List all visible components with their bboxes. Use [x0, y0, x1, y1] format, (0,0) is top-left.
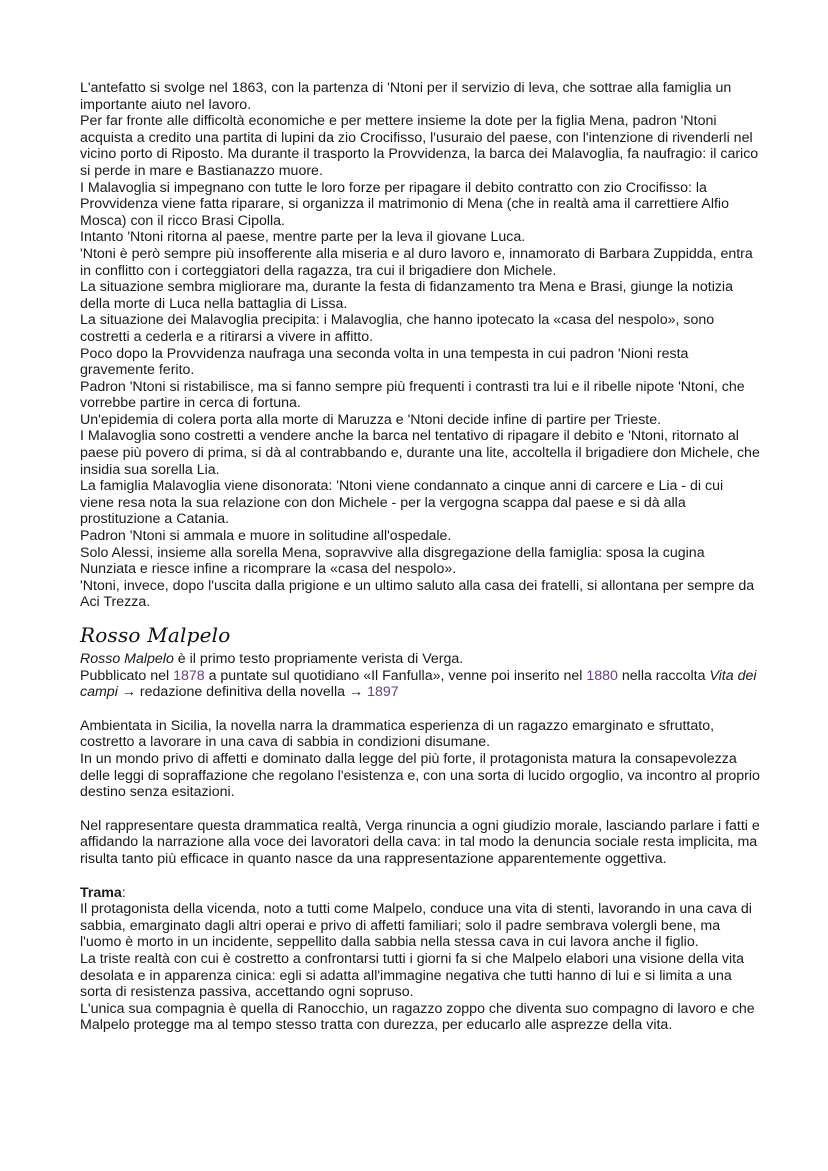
intro-line: [80, 651, 760, 668]
spacer: [80, 701, 760, 718]
trama-paragraph: La triste realtà con cui è costretto a confrontarsi tutti i giorni fa si che Malpelo elabori una visione della vita desolata e in apparenza cinica: egli si adatta all'immagine negativa che tutti hanno di lui e si limita a una sorta di resistenza passiva, accettando ogni sopruso.: [80, 950, 745, 1001]
pub-text: a puntate sul quotidiano «Il Fanfulla», venne poi inserito nel: [204, 667, 587, 684]
story-paragraph: Solo Alessi, insieme alla sorella Mena, sopravvive alla disgregazione della famiglia: sposa la cugina Nunziata e riesce infine a ricomprare la «casa del nespolo».: [80, 544, 705, 578]
pub-text: nella raccolta: [617, 667, 710, 684]
collection-title: Vita dei campi: [80, 667, 757, 701]
year-1878: 1878: [173, 667, 205, 684]
story-paragraph: Intanto 'Ntoni ritorna al paese, mentre parte per la leva il giovane Luca.: [80, 229, 526, 246]
document-page: [80, 80, 760, 1034]
story-paragraph: 'Ntoni, invece, dopo l'uscita dalla prigione e un ultimo saluto alla casa dei fratelli, si allontana per sempre da Aci Trezza.: [80, 577, 755, 611]
story-paragraph: Padron 'Ntoni si ristabilisce, ma si fanno sempre più frequenti i contrasti tra lui e il ribelle nipote 'Ntoni, che vorrebbe partire in cerca di fortuna.: [80, 378, 745, 412]
story-paragraph: L'antefatto si svolge nel 1863, con la partenza di 'Ntoni per il servizio di leva, che sottrae alla famiglia un importante aiuto nel lavoro.: [80, 80, 732, 113]
story-paragraph: Per far fronte alle difficoltà economiche e per mettere insieme la dote per la figlia Mena, padron 'Ntoni acquista a credito una partita di lupini da zio Crocifisso, l'usuraio del paese, con l'intenzione di rivenderli nel vicino porto di Riposto. Ma durante il trasporto la Provvidenza, la barca dei Malavoglia, fa naufragio: il carico si perde in mare e Bastianazzo muore.: [80, 113, 759, 179]
story-paragraph: La famiglia Malavoglia viene disonorata: 'Ntoni viene condannato a cinque anni di carcere e Lia - di cui viene resa nota la sua relazione con don Michele - per la vergogna scappa dal paese e si dà alla prostituzione a Catania.: [80, 478, 724, 528]
year-1897: 1897: [367, 684, 399, 701]
verga-paragraph: Nel rappresentare questa drammatica realtà, Verga rinuncia a ogni giudizio morale, lasciando parlare i fatti e affidando la narrazione alla voce dei lavoratori della cava: in tal modo la denuncia sociale resta implicita, ma risulta tanto più efficace in quanto nasce da una rappresentazione apparentemente oggettiva.: [80, 817, 760, 867]
trama-colon: :: [121, 884, 126, 901]
world-paragraph: In un mondo privo di affetti e dominato dalla legge del più forte, il protagonista matura la consapevolezza delle leggi di sopraffazione che regolano l'esistenza e, con una sorta di lucido orgoglio, va incontro al proprio destino senza esitazioni.: [80, 750, 760, 801]
intro-text: è il primo testo propriamente verista di Verga.: [173, 651, 464, 667]
work-title: Rosso Malpelo: [80, 651, 174, 667]
story-paragraph: Padron 'Ntoni si ammala e muore in solitudine all'ospedale.: [80, 528, 452, 545]
story-paragraph: Un'epidemia di colera porta alla morte di Maruzza e 'Ntoni decide infine di partire per Trieste.: [80, 411, 662, 428]
story-paragraph: Poco dopo la Provvidenza naufraga una seconda volta in una tempesta in cui padron 'Nioni resta gravemente ferito.: [80, 345, 689, 379]
publication-line: [80, 668, 760, 701]
setting-paragraph: Ambientata in Sicilia, la novella narra la drammatica esperienza di un ragazzo emarginato e sfruttato, costretto a lavorare in una cava di sabbia in condizioni disumane.: [80, 717, 715, 751]
story-paragraph: La situazione sembra migliorare ma, durante la festa di fidanzamento tra Mena e Brasi, giunge la notizia della morte di Luca nella battaglia di Lissa.: [80, 279, 733, 312]
pub-text: Pubblicato nel: [80, 667, 174, 684]
story-paragraph: 'Ntoni è però sempre più insofferente alla miseria e al duro lavoro e, innamorato di Barbara Zuppidda, entra in conflitto con i corteggiatori della ragazza, tra cui il brigadiere don Michele.: [80, 245, 753, 279]
trama-label: Trama: [80, 884, 122, 901]
story-paragraph: La situazione dei Malavoglia precipita: i Malavoglia, che hanno ipotecato la «casa del nespolo», sono costretti a cederla e a ritirarsi a vivere in affitto.: [80, 312, 715, 345]
spacer: [80, 801, 760, 818]
pub-text: → redazione definitiva della novella →: [117, 684, 368, 701]
year-1880: 1880: [586, 667, 618, 684]
trama-paragraph: Il protagonista della vicenda, noto a tutti come Malpelo, conduce una vita di stenti, lavorando in una cava di sabbia, emarginato dagli altri operai e privo di affetti familiari; solo il padre sembrava volergli bene, ma l'uomo è morto in un incidente, seppellito dalla sabbia nella stessa cava in cui lavora anche il figlio.: [80, 901, 752, 951]
trama-heading: [80, 885, 760, 902]
section-title: Rosso Malpelo: [80, 623, 231, 647]
spacer: [80, 868, 760, 885]
story-paragraph: I Malavoglia sono costretti a vendere anche la barca nel tentativo di ripagare il debito e 'Ntoni, ritornato al paese più povero di prima, si dà al contrabbando e, durante una lite, accoltella il brigadiere don Michele, che insidia sua sorella Lia.: [80, 428, 760, 478]
trama-paragraph: L'unica sua compagnia è quella di Ranocchio, un ragazzo zoppo che diventa suo compagno di lavoro e che Malpelo protegge ma al tempo stesso tratta con durezza, per educarlo alle asprezze della vita.: [80, 1000, 755, 1034]
story-paragraph: I Malavoglia si impegnano con tutte le loro forze per ripagare il debito contratto con zio Crocifisso: la Provvidenza viene fatta riparare, si organizza il matrimonio di Mena (che in realtà ama il carrettiere Alfio Mosca) con il ricco Brasi Cipolla.: [80, 179, 729, 229]
